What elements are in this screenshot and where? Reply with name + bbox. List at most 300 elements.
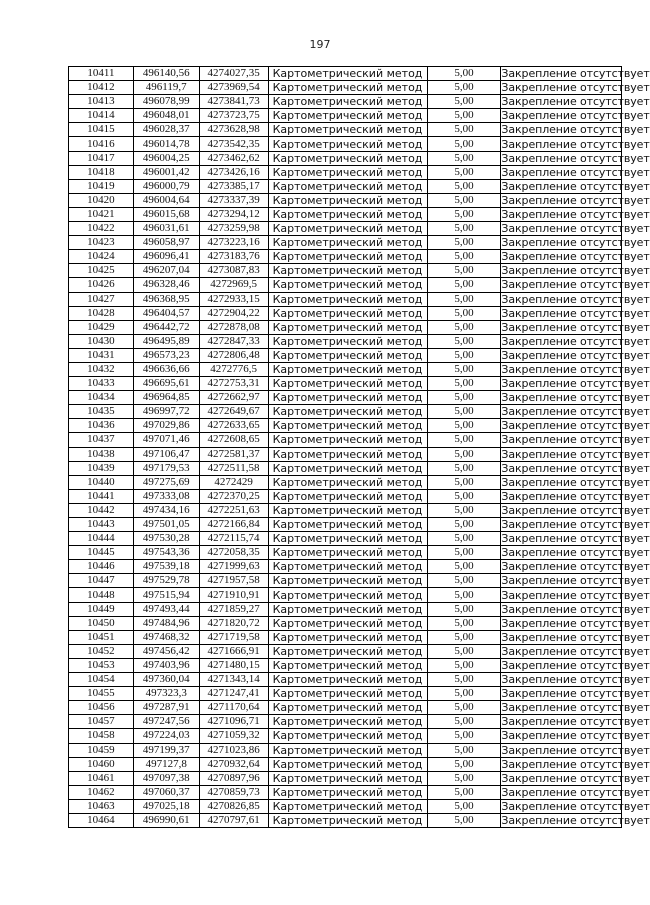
y-coordinate-cell: 4270897,96 (199, 771, 268, 785)
point-number-cell: 10417 (69, 151, 134, 165)
point-number-cell: 10454 (69, 673, 134, 687)
table-row (69, 658, 622, 672)
y-coordinate-cell: 4271096,71 (199, 715, 268, 729)
y-coordinate-cell: 4273628,98 (199, 123, 268, 137)
point-number-cell: 10438 (69, 447, 134, 461)
accuracy-cell: 5,00 (427, 123, 501, 137)
y-coordinate-cell: 4271666,91 (199, 644, 268, 658)
method-cell: Картометрический метод (268, 743, 427, 757)
fixing-description-cell: Закрепление отсутствует (501, 687, 650, 701)
point-number-cell: 10422 (69, 222, 134, 236)
x-coordinate-cell: 497127,8 (133, 757, 199, 771)
x-coordinate-cell: 496028,37 (133, 123, 199, 137)
y-coordinate-cell: 4271910,91 (199, 588, 268, 602)
table-row (69, 574, 622, 588)
x-coordinate-cell: 497403,96 (133, 658, 199, 672)
method-cell: Картометрический метод (268, 771, 427, 785)
fixing-description-cell: Закрепление отсутствует (501, 771, 650, 785)
method-cell: Картометрический метод (268, 109, 427, 123)
x-coordinate-cell: 496031,61 (133, 222, 199, 236)
x-coordinate-cell: 496015,68 (133, 207, 199, 221)
fixing-description-cell: Закрепление отсутствует (501, 320, 650, 334)
point-number-cell: 10450 (69, 616, 134, 630)
page-number: 197 (309, 38, 331, 51)
fixing-description-cell: Закрепление отсутствует (501, 757, 650, 771)
method-cell: Картометрический метод (268, 687, 427, 701)
x-coordinate-cell: 496636,66 (133, 362, 199, 376)
point-number-cell: 10433 (69, 377, 134, 391)
accuracy-cell: 5,00 (427, 799, 501, 813)
accuracy-cell: 5,00 (427, 433, 501, 447)
x-coordinate-cell: 496096,41 (133, 250, 199, 264)
accuracy-cell: 5,00 (427, 560, 501, 574)
point-number-cell: 10419 (69, 179, 134, 193)
point-number-cell: 10413 (69, 95, 134, 109)
fixing-description-cell: Закрепление отсутствует (501, 292, 650, 306)
table-row (69, 447, 622, 461)
method-cell: Картометрический метод (268, 292, 427, 306)
point-number-cell: 10439 (69, 461, 134, 475)
accuracy-cell: 5,00 (427, 658, 501, 672)
method-cell: Картометрический метод (268, 250, 427, 264)
fixing-description-cell: Закрепление отсутствует (501, 278, 650, 292)
accuracy-cell: 5,00 (427, 207, 501, 221)
method-cell: Картометрический метод (268, 588, 427, 602)
y-coordinate-cell: 4272370,25 (199, 489, 268, 503)
method-cell: Картометрический метод (268, 391, 427, 405)
accuracy-cell: 5,00 (427, 348, 501, 362)
y-coordinate-cell: 4272633,65 (199, 419, 268, 433)
table-row (69, 236, 622, 250)
y-coordinate-cell: 4272753,31 (199, 377, 268, 391)
x-coordinate-cell: 497539,18 (133, 560, 199, 574)
table-row (69, 377, 622, 391)
table-row (69, 743, 622, 757)
y-coordinate-cell: 4271480,15 (199, 658, 268, 672)
y-coordinate-cell: 4272166,84 (199, 518, 268, 532)
table-row (69, 602, 622, 616)
method-cell: Картометрический метод (268, 419, 427, 433)
x-coordinate-cell: 497029,86 (133, 419, 199, 433)
accuracy-cell: 5,00 (427, 362, 501, 376)
table-row (69, 546, 622, 560)
accuracy-cell: 5,00 (427, 320, 501, 334)
fixing-description-cell: Закрепление отсутствует (501, 475, 650, 489)
y-coordinate-cell: 4272511,58 (199, 461, 268, 475)
table-row (69, 123, 622, 137)
fixing-description-cell: Закрепление отсутствует (501, 165, 650, 179)
method-cell: Картометрический метод (268, 616, 427, 630)
y-coordinate-cell: 4273462,62 (199, 151, 268, 165)
method-cell: Картометрический метод (268, 799, 427, 813)
point-number-cell: 10443 (69, 518, 134, 532)
table-row (69, 687, 622, 701)
fixing-description-cell: Закрепление отсутствует (501, 630, 650, 644)
x-coordinate-cell: 497224,03 (133, 729, 199, 743)
y-coordinate-cell: 4272058,35 (199, 546, 268, 560)
y-coordinate-cell: 4272649,67 (199, 405, 268, 419)
accuracy-cell: 5,00 (427, 81, 501, 95)
point-number-cell: 10460 (69, 757, 134, 771)
accuracy-cell: 5,00 (427, 306, 501, 320)
fixing-description-cell: Закрепление отсутствует (501, 588, 650, 602)
y-coordinate-cell: 4272904,22 (199, 306, 268, 320)
method-cell: Картометрический метод (268, 574, 427, 588)
x-coordinate-cell: 496001,42 (133, 165, 199, 179)
method-cell: Картометрический метод (268, 447, 427, 461)
fixing-description-cell: Закрепление отсутствует (501, 433, 650, 447)
table-row (69, 95, 622, 109)
method-cell: Картометрический метод (268, 334, 427, 348)
fixing-description-cell: Закрепление отсутствует (501, 391, 650, 405)
fixing-description-cell: Закрепление отсутствует (501, 81, 650, 95)
table-row (69, 419, 622, 433)
point-number-cell: 10431 (69, 348, 134, 362)
table-row (69, 264, 622, 278)
method-cell: Картометрический метод (268, 475, 427, 489)
accuracy-cell: 5,00 (427, 701, 501, 715)
accuracy-cell: 5,00 (427, 137, 501, 151)
table-row (69, 785, 622, 799)
y-coordinate-cell: 4272581,37 (199, 447, 268, 461)
method-cell: Картометрический метод (268, 137, 427, 151)
y-coordinate-cell: 4273969,54 (199, 81, 268, 95)
y-coordinate-cell: 4271999,63 (199, 560, 268, 574)
point-number-cell: 10449 (69, 602, 134, 616)
x-coordinate-cell: 496442,72 (133, 320, 199, 334)
accuracy-cell: 5,00 (427, 532, 501, 546)
accuracy-cell: 5,00 (427, 475, 501, 489)
y-coordinate-cell: 4271170,64 (199, 701, 268, 715)
y-coordinate-cell: 4273542,35 (199, 137, 268, 151)
y-coordinate-cell: 4272115,74 (199, 532, 268, 546)
table-row (69, 757, 622, 771)
table-row (69, 560, 622, 574)
method-cell: Картометрический метод (268, 701, 427, 715)
point-number-cell: 10442 (69, 503, 134, 517)
y-coordinate-cell: 4271719,58 (199, 630, 268, 644)
y-coordinate-cell: 4272251,63 (199, 503, 268, 517)
point-number-cell: 10427 (69, 292, 134, 306)
point-number-cell: 10462 (69, 785, 134, 799)
fixing-description-cell: Закрепление отсутствует (501, 673, 650, 687)
method-cell: Картометрический метод (268, 67, 427, 81)
x-coordinate-cell: 497060,37 (133, 785, 199, 799)
x-coordinate-cell: 497106,47 (133, 447, 199, 461)
y-coordinate-cell: 4271957,58 (199, 574, 268, 588)
y-coordinate-cell: 4270797,61 (199, 813, 268, 827)
point-number-cell: 10456 (69, 701, 134, 715)
point-number-cell: 10452 (69, 644, 134, 658)
x-coordinate-cell: 497543,36 (133, 546, 199, 560)
x-coordinate-cell: 497515,94 (133, 588, 199, 602)
accuracy-cell: 5,00 (427, 729, 501, 743)
y-coordinate-cell: 4271859,27 (199, 602, 268, 616)
y-coordinate-cell: 4272878,08 (199, 320, 268, 334)
method-cell: Картометрический метод (268, 151, 427, 165)
y-coordinate-cell: 4273183,76 (199, 250, 268, 264)
accuracy-cell: 5,00 (427, 644, 501, 658)
accuracy-cell: 5,00 (427, 292, 501, 306)
table-row (69, 405, 622, 419)
table-row (69, 813, 622, 827)
x-coordinate-cell: 497468,32 (133, 630, 199, 644)
fixing-description-cell: Закрепление отсутствует (501, 489, 650, 503)
fixing-description-cell: Закрепление отсутствует (501, 461, 650, 475)
point-number-cell: 10451 (69, 630, 134, 644)
y-coordinate-cell: 4272806,48 (199, 348, 268, 362)
x-coordinate-cell: 496990,61 (133, 813, 199, 827)
accuracy-cell: 5,00 (427, 405, 501, 419)
table-row (69, 701, 622, 715)
method-cell: Картометрический метод (268, 95, 427, 109)
method-cell: Картометрический метод (268, 165, 427, 179)
method-cell: Картометрический метод (268, 461, 427, 475)
y-coordinate-cell: 4271343,14 (199, 673, 268, 687)
accuracy-cell: 5,00 (427, 503, 501, 517)
point-number-cell: 10457 (69, 715, 134, 729)
x-coordinate-cell: 497493,44 (133, 602, 199, 616)
point-number-cell: 10434 (69, 391, 134, 405)
fixing-description-cell: Закрепление отсутствует (501, 602, 650, 616)
y-coordinate-cell: 4273723,75 (199, 109, 268, 123)
fixing-description-cell: Закрепление отсутствует (501, 123, 650, 137)
accuracy-cell: 5,00 (427, 109, 501, 123)
table-row (69, 673, 622, 687)
y-coordinate-cell: 4273841,73 (199, 95, 268, 109)
x-coordinate-cell: 497501,05 (133, 518, 199, 532)
fixing-description-cell: Закрепление отсутствует (501, 814, 650, 828)
method-cell: Картометрический метод (268, 785, 427, 799)
point-number-cell: 10441 (69, 489, 134, 503)
method-cell: Картометрический метод (268, 405, 427, 419)
x-coordinate-cell: 496328,46 (133, 278, 199, 292)
table-row (69, 67, 622, 81)
y-coordinate-cell: 4273259,98 (199, 222, 268, 236)
table-row (69, 320, 622, 334)
y-coordinate-cell: 4270859,73 (199, 785, 268, 799)
point-number-cell: 10429 (69, 320, 134, 334)
y-coordinate-cell: 4273337,39 (199, 193, 268, 207)
method-cell: Картометрический метод (268, 715, 427, 729)
accuracy-cell: 5,00 (427, 518, 501, 532)
x-coordinate-cell: 497529,78 (133, 574, 199, 588)
fixing-description-cell: Закрепление отсутствует (501, 785, 650, 799)
x-coordinate-cell: 497434,16 (133, 503, 199, 517)
x-coordinate-cell: 497333,08 (133, 489, 199, 503)
table-row (69, 630, 622, 644)
fixing-description-cell: Закрепление отсутствует (501, 334, 650, 348)
x-coordinate-cell: 496000,79 (133, 179, 199, 193)
method-cell: Картометрический метод (268, 123, 427, 137)
fixing-description-cell: Закрепление отсутствует (501, 151, 650, 165)
y-coordinate-cell: 4272933,15 (199, 292, 268, 306)
fixing-description-cell: Закрепление отсутствует (501, 532, 650, 546)
fixing-description-cell: Закрепление отсутствует (501, 109, 650, 123)
table-row (69, 193, 622, 207)
accuracy-cell: 5,00 (427, 447, 501, 461)
y-coordinate-cell: 4272429 (199, 475, 268, 489)
point-number-cell: 10426 (69, 278, 134, 292)
point-number-cell: 10411 (69, 67, 134, 81)
accuracy-cell: 5,00 (427, 743, 501, 757)
fixing-description-cell: Закрепление отсутствует (501, 701, 650, 715)
point-number-cell: 10446 (69, 560, 134, 574)
accuracy-cell: 5,00 (427, 546, 501, 560)
method-cell: Картометрический метод (268, 560, 427, 574)
point-number-cell: 10424 (69, 250, 134, 264)
accuracy-cell: 5,00 (427, 151, 501, 165)
accuracy-cell: 5,00 (427, 616, 501, 630)
point-number-cell: 10415 (69, 123, 134, 137)
method-cell: Картометрический метод (268, 518, 427, 532)
accuracy-cell: 5,00 (427, 222, 501, 236)
point-number-cell: 10423 (69, 236, 134, 250)
accuracy-cell: 5,00 (427, 419, 501, 433)
fixing-description-cell: Закрепление отсутствует (501, 616, 650, 630)
accuracy-cell: 5,00 (427, 193, 501, 207)
x-coordinate-cell: 497179,53 (133, 461, 199, 475)
table-row (69, 518, 622, 532)
method-cell: Картометрический метод (268, 377, 427, 391)
fixing-description-cell: Закрепление отсутствует (501, 644, 650, 658)
fixing-description-cell: Закрепление отсутствует (501, 67, 650, 81)
y-coordinate-cell: 4271059,32 (199, 729, 268, 743)
table-row (69, 616, 622, 630)
table-row (69, 278, 622, 292)
table-row (69, 489, 622, 503)
x-coordinate-cell: 496573,23 (133, 348, 199, 362)
table-row (69, 165, 622, 179)
method-cell: Картометрический метод (268, 757, 427, 771)
x-coordinate-cell: 496014,78 (133, 137, 199, 151)
accuracy-cell: 5,00 (427, 391, 501, 405)
point-number-cell: 10418 (69, 165, 134, 179)
fixing-description-cell: Закрепление отсутствует (501, 363, 650, 377)
fixing-description-cell: Закрепление отсутствует (501, 207, 650, 221)
fixing-description-cell: Закрепление отсутствует (501, 503, 650, 517)
y-coordinate-cell: 4272969,5 (199, 278, 268, 292)
x-coordinate-cell: 497456,42 (133, 644, 199, 658)
method-cell: Картометрический метод (268, 193, 427, 207)
y-coordinate-cell: 4270932,64 (199, 757, 268, 771)
table-row (69, 81, 622, 95)
fixing-description-cell: Закрепление отсутствует (501, 715, 650, 729)
point-number-cell: 10463 (69, 799, 134, 813)
table-row (69, 109, 622, 123)
accuracy-cell: 5,00 (427, 377, 501, 391)
table-row (69, 292, 622, 306)
x-coordinate-cell: 497199,37 (133, 743, 199, 757)
point-number-cell: 10447 (69, 574, 134, 588)
point-number-cell: 10425 (69, 264, 134, 278)
point-number-cell: 10448 (69, 588, 134, 602)
x-coordinate-cell: 496495,89 (133, 334, 199, 348)
fixing-description-cell: Закрепление отсутствует (501, 222, 650, 236)
x-coordinate-cell: 497484,96 (133, 616, 199, 630)
accuracy-cell: 5,00 (427, 687, 501, 701)
method-cell: Картометрический метод (268, 179, 427, 193)
table-row (69, 151, 622, 165)
method-cell: Картометрический метод (268, 658, 427, 672)
fixing-description-cell: Закрепление отсутствует (501, 518, 650, 532)
method-cell: Картометрический метод (268, 222, 427, 236)
y-coordinate-cell: 4271023,86 (199, 743, 268, 757)
method-cell: Картометрический метод (268, 362, 427, 376)
method-cell: Картометрический метод (268, 503, 427, 517)
table-row (69, 250, 622, 264)
method-cell: Картометрический метод (268, 433, 427, 447)
table-row (69, 588, 622, 602)
fixing-description-cell: Закрепление отсутствует (501, 95, 650, 109)
method-cell: Картометрический метод (268, 729, 427, 743)
y-coordinate-cell: 4273385,17 (199, 179, 268, 193)
accuracy-cell: 5,00 (427, 489, 501, 503)
point-number-cell: 10414 (69, 109, 134, 123)
table-row (69, 179, 622, 193)
fixing-description-cell: Закрепление отсутствует (501, 560, 650, 574)
method-cell: Картометрический метод (268, 546, 427, 560)
fixing-description-cell: Закрепление отсутствует (501, 236, 650, 250)
x-coordinate-cell: 496058,97 (133, 236, 199, 250)
y-coordinate-cell: 4272847,33 (199, 334, 268, 348)
method-cell: Картометрический метод (268, 673, 427, 687)
point-number-cell: 10440 (69, 475, 134, 489)
x-coordinate-cell: 497287,91 (133, 701, 199, 715)
accuracy-cell: 5,00 (427, 757, 501, 771)
y-coordinate-cell: 4270826,85 (199, 799, 268, 813)
method-cell: Картометрический метод (268, 602, 427, 616)
point-number-cell: 10444 (69, 532, 134, 546)
fixing-description-cell: Закрепление отсутствует (501, 419, 650, 433)
y-coordinate-cell: 4274027,35 (199, 67, 268, 81)
fixing-description-cell: Закрепление отсутствует (501, 250, 650, 264)
x-coordinate-cell: 497323,3 (133, 687, 199, 701)
table-row (69, 532, 622, 546)
point-number-cell: 10428 (69, 306, 134, 320)
accuracy-cell: 5,00 (427, 250, 501, 264)
fixing-description-cell: Закрепление отсутствует (501, 729, 650, 743)
table-row (69, 306, 622, 320)
y-coordinate-cell: 4273426,16 (199, 165, 268, 179)
accuracy-cell: 5,00 (427, 602, 501, 616)
method-cell: Картометрический метод (268, 81, 427, 95)
accuracy-cell: 5,00 (427, 236, 501, 250)
table-row (69, 362, 622, 376)
table-row (69, 715, 622, 729)
method-cell: Картометрический метод (268, 532, 427, 546)
accuracy-cell: 5,00 (427, 785, 501, 799)
point-number-cell: 10458 (69, 729, 134, 743)
table-row (69, 334, 622, 348)
fixing-description-cell: Закрепление отсутствует (501, 179, 650, 193)
method-cell: Картометрический метод (268, 278, 427, 292)
accuracy-cell: 5,00 (427, 715, 501, 729)
accuracy-cell: 5,00 (427, 67, 501, 81)
x-coordinate-cell: 496078,99 (133, 95, 199, 109)
table-row (69, 799, 622, 813)
y-coordinate-cell: 4272608,65 (199, 433, 268, 447)
method-cell: Картометрический метод (268, 813, 427, 827)
point-number-cell: 10453 (69, 658, 134, 672)
accuracy-cell: 5,00 (427, 278, 501, 292)
accuracy-cell: 5,00 (427, 461, 501, 475)
point-number-cell: 10445 (69, 546, 134, 560)
fixing-description-cell: Закрепление отсутствует (501, 447, 650, 461)
fixing-description-cell: Закрепление отсутствует (501, 658, 650, 672)
accuracy-cell: 5,00 (427, 673, 501, 687)
accuracy-cell: 5,00 (427, 574, 501, 588)
